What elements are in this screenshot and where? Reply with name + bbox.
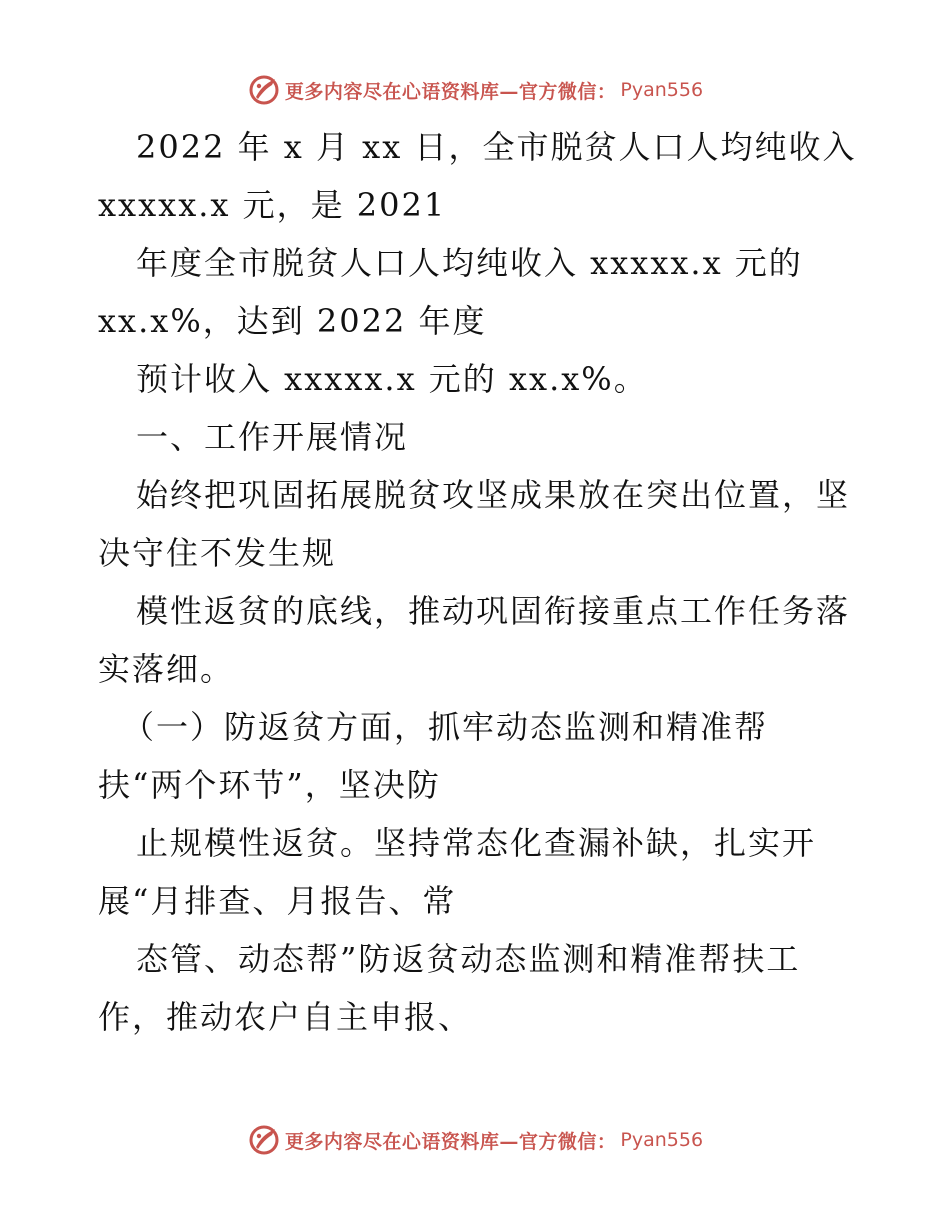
body-line: 作，推动农户自主申报、 [98, 998, 473, 1036]
subsection-heading: （一）防返贫方面，抓牢动态监测和精准帮 [122, 708, 769, 746]
body-line: 态管、动态帮”防返贫动态监测和精准帮扶工 [136, 940, 801, 978]
document-body [98, 118, 858, 1046]
body-line: 始终把巩固拓展脱贫攻坚成果放在突出位置，坚 [136, 476, 851, 514]
body-line: 扶“两个环节”，坚决防 [98, 766, 441, 804]
body-line: 实落细。 [98, 650, 235, 688]
body-line: 止规模性返贫。坚持常态化查漏补缺，扎实开 [136, 824, 817, 862]
brush-seal-icon [247, 1123, 281, 1157]
body-line: 年度全市脱贫人口人均纯收入 xxxxx.x 元的 [136, 244, 803, 282]
body-line: xxxxx.x 元，是 2021 [98, 186, 447, 224]
body-line: 决守住不发生规 [98, 534, 337, 572]
brush-seal-icon [247, 73, 281, 107]
header-watermark [0, 72, 950, 108]
body-line: 模性返贫的底线，推动巩固衔接重点工作任务落 [136, 592, 851, 630]
body-line: 展“月排查、月报告、常 [98, 882, 457, 920]
footer-watermark [0, 1122, 950, 1158]
watermark-text: 更多内容尽在心语资料库—官方微信： [284, 1130, 617, 1153]
body-line: xx.x%，达到 2022 年度 [98, 302, 487, 340]
section-heading: 一、工作开展情况 [136, 418, 409, 456]
body-line: 预计收入 xxxxx.x 元的 xx.x%。 [136, 360, 648, 398]
body-line: 2022 年 x 月 xx 日，全市脱贫人口人均纯收入 [136, 128, 857, 166]
watermark-wechat-id: Pyan556 [620, 1129, 704, 1151]
watermark-wechat-id: Pyan556 [620, 79, 704, 101]
watermark-text: 更多内容尽在心语资料库—官方微信： [284, 80, 617, 103]
